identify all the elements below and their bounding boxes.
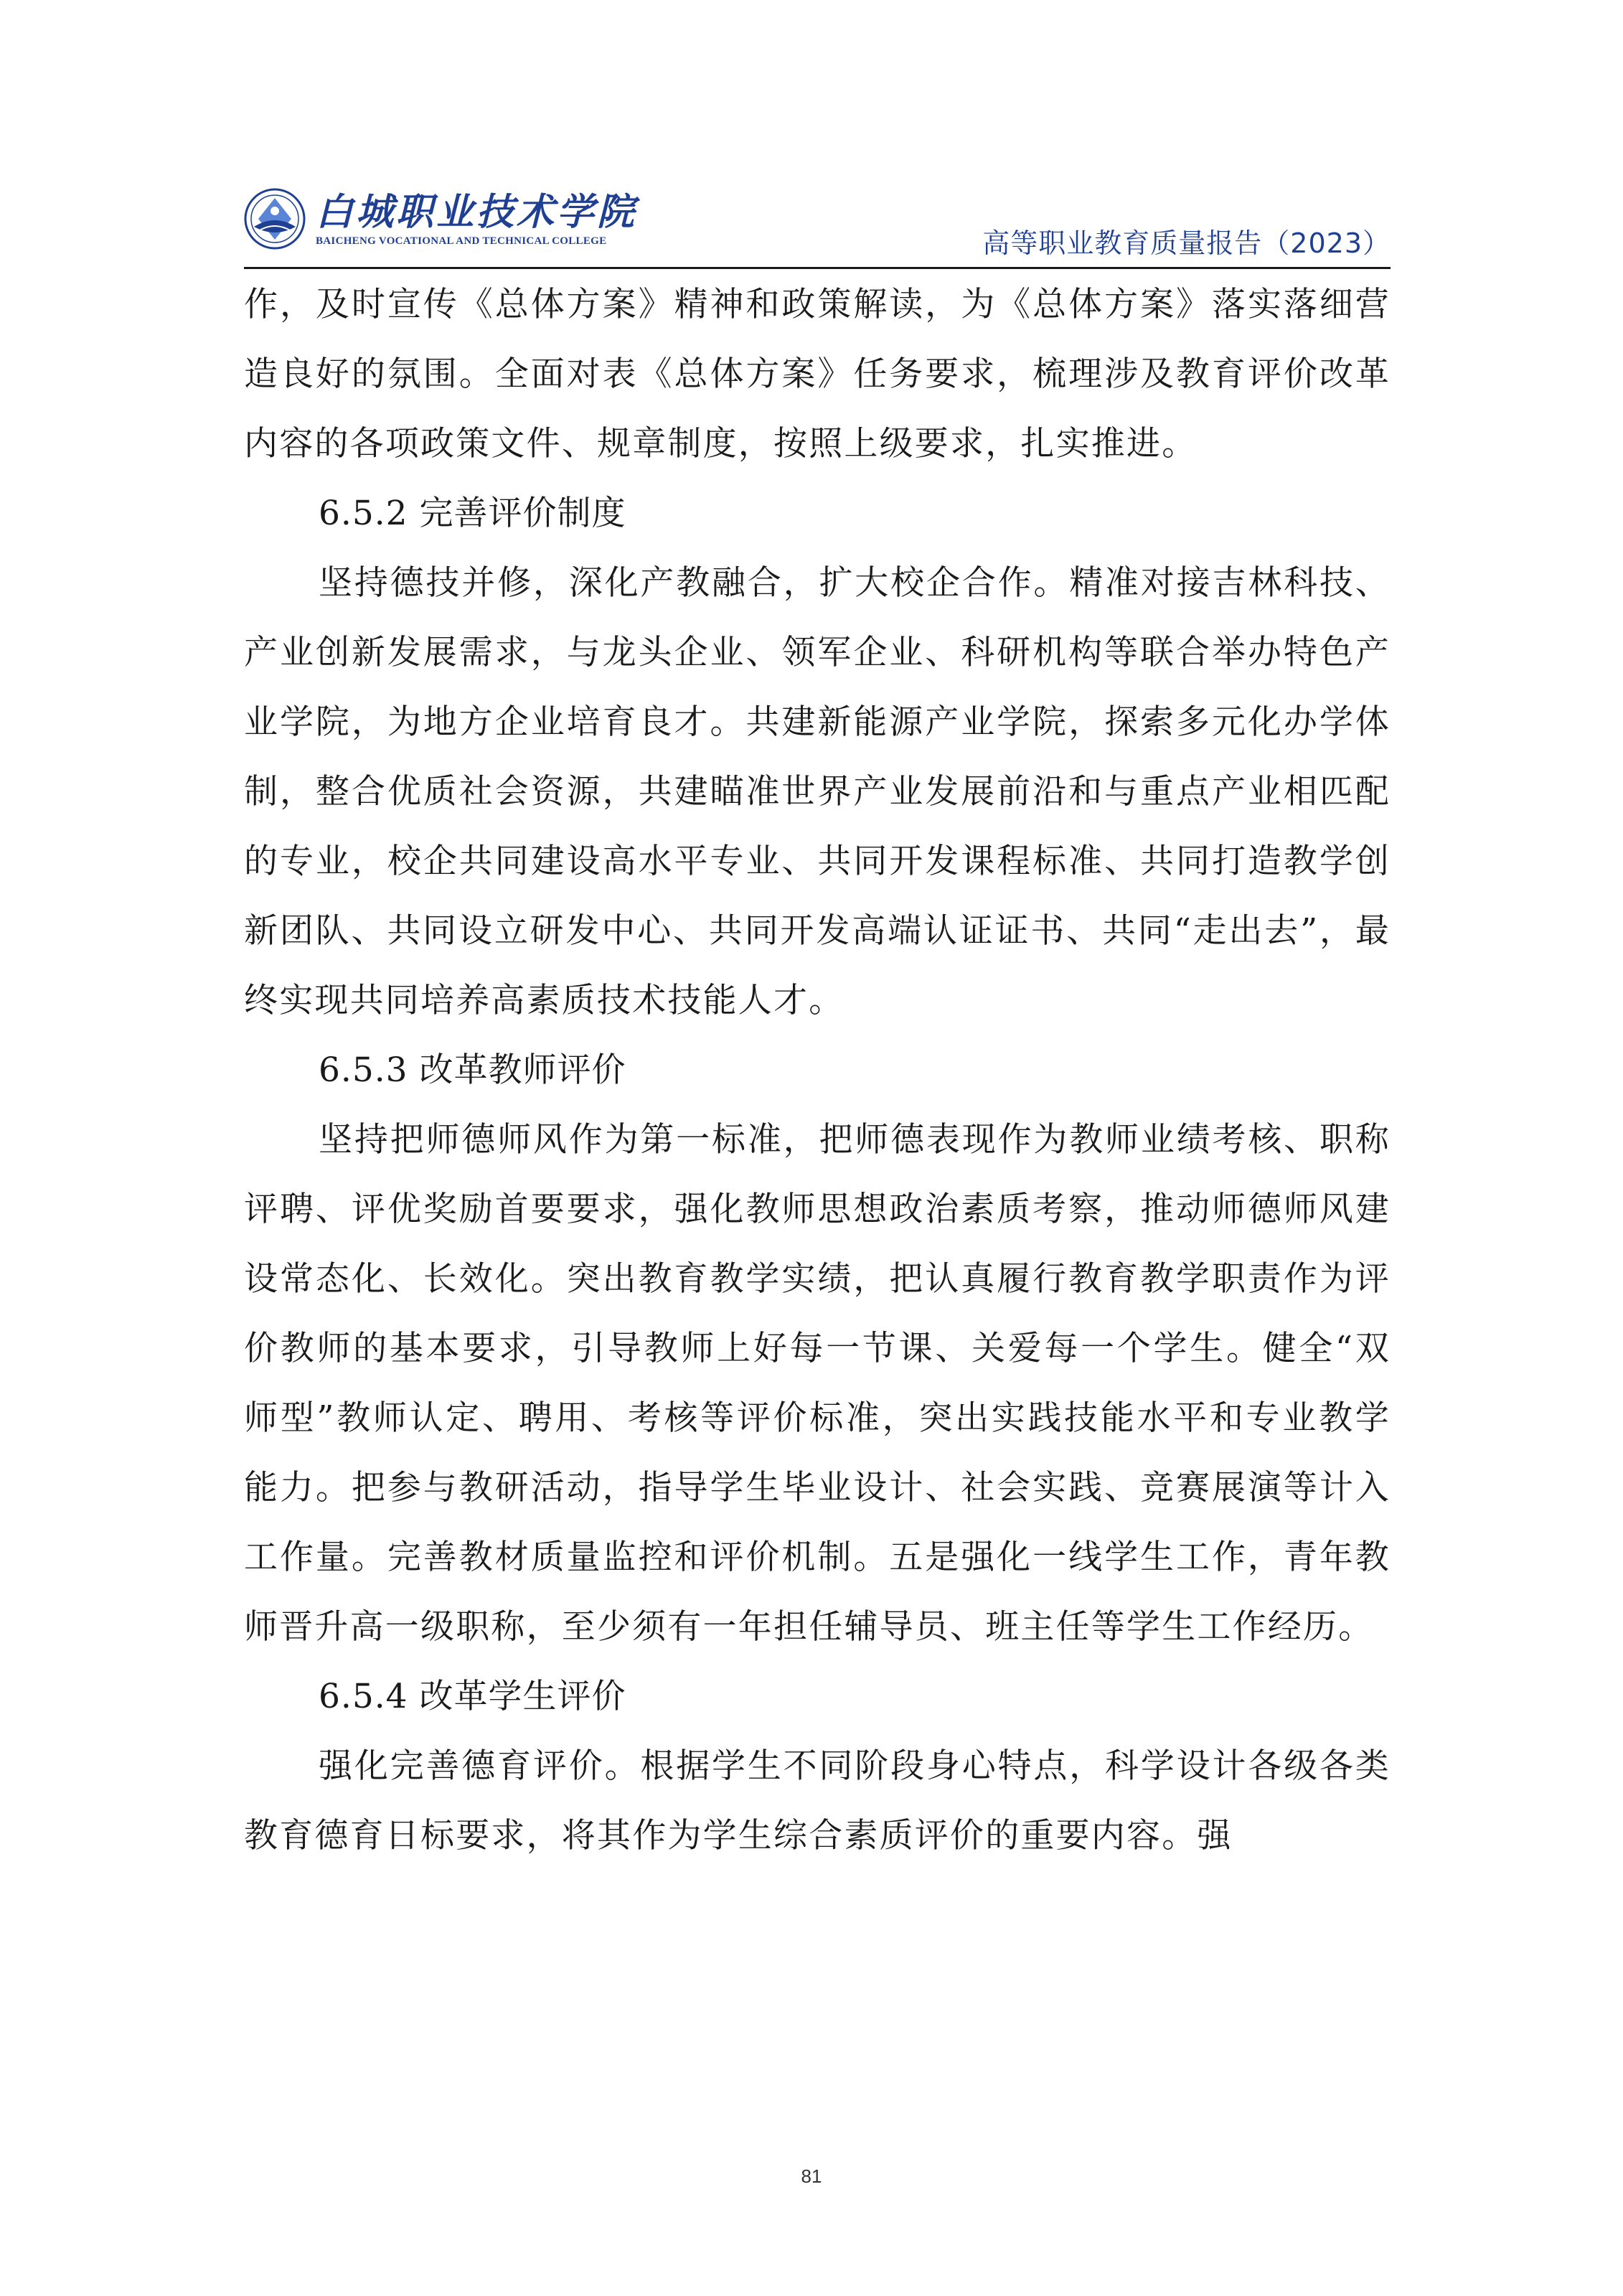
paragraph-teacher-evaluation: 坚持把师德师风作为第一标准，把师德表现作为教师业绩考核、职称评聘、评优奖励首要要求，强化教师思想政治素质考察，推动师德师风建设常态化、长效化。突出教育教学实绩，把认真履行教育教学职责作为评价教师的基本要求，引导教师上好每一节课、关爱每一个学生。健全“双师型”教师认定、聘用、考核等评价标准，突出实践技能水平和专业教学能力。把参与教研活动，指导学生毕业设计、社会实践、竞赛展演等计入工作量。完善教材质量监控和评价机制。五是强化一线学生工作，青年教师晋升高一级职称，至少须有一年担任辅导员、班主任等学生工作经历。 [244,1120,1391,1647]
report-title: 高等职业教育质量报告（2023） [982,227,1391,259]
logo-chinese-name: 白城职业技术学院 [316,190,638,234]
page-header [244,188,1391,267]
page-content [244,270,1391,1871]
college-emblem-icon [244,188,306,250]
logo-english-name: BAICHENG VOCATIONAL AND TECHNICAL COLLEGE [316,235,607,247]
section-heading-6-5-4: 6.5.4 改革学生评价 [319,1677,626,1716]
section-heading-6-5-2: 6.5.2 完善评价制度 [319,494,626,533]
college-logo [244,188,637,250]
paragraph-evaluation-system: 坚持德技并修，深化产教融合，扩大校企合作。精准对接吉林科技、产业创新发展需求，与龙头企业、领军企业、科研机构等联合举办特色产业学院，为地方企业培育良才。共建新能源产业学院，探索多元化办学体制，整合优质社会资源，共建瞄准世界产业发展前沿和与重点产业相匹配的专业，校企共同建设高水平专业、共同开发课程标准、共同打造教学创新团队、共同设立研发中心、共同开发高端认证证书、共同“走出去”，最终实现共同培养高素质技术技能人才。 [244,563,1391,1020]
header-divider [244,267,1391,269]
paragraph-continuation: 作，及时宣传《总体方案》精神和政策解读，为《总体方案》落实落细营造良好的氛围。全面对表《总体方案》任务要求，梳理涉及教育评价改革内容的各项政策文件、规章制度，按照上级要求，扎实推进。 [244,285,1391,464]
page-number: 81 [801,2165,822,2187]
section-heading-6-5-3: 6.5.3 改革教师评价 [319,1050,626,1090]
paragraph-student-evaluation: 强化完善德育评价。根据学生不同阶段身心特点，科学设计各级各类教育德育日标要求，将其作为学生综合素质评价的重要内容。强 [244,1746,1391,1855]
